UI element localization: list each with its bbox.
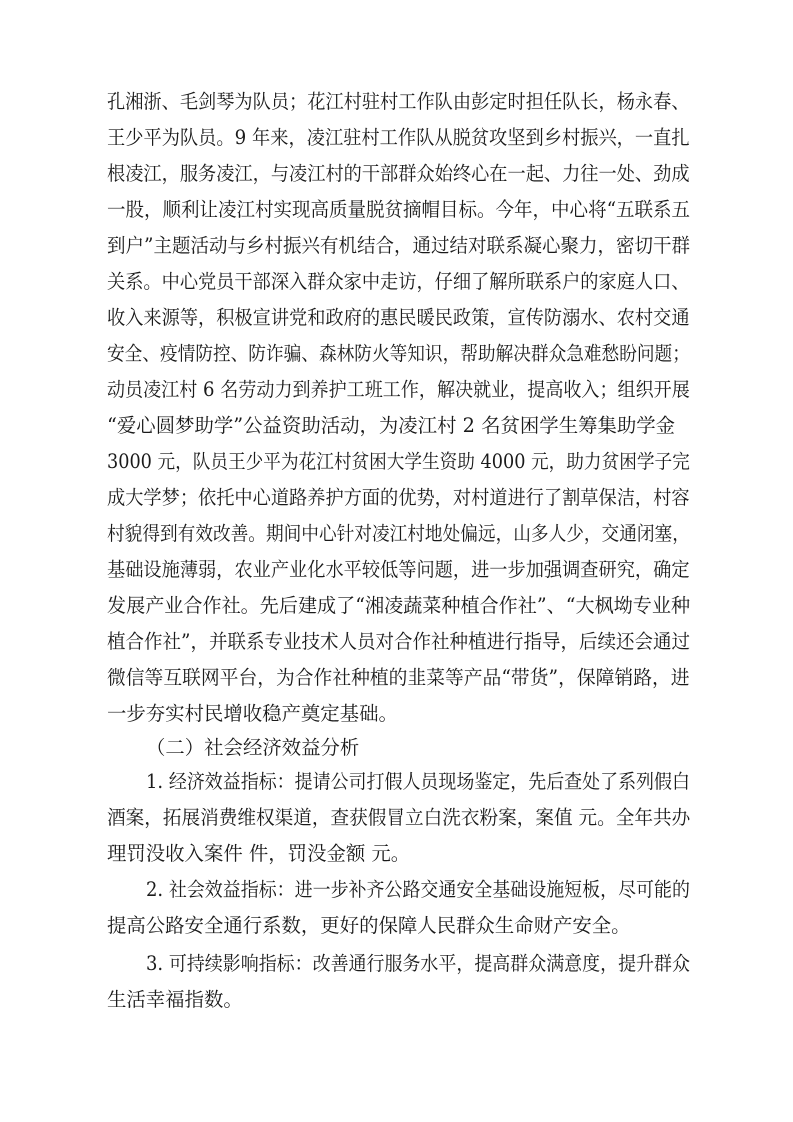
text-line: 一步夯实村民增收稳产奠定基础。: [107, 702, 398, 725]
text-line: 提高公路安全通行系数，更好的保障人民群众生命财产安全。: [107, 914, 631, 937]
text-line: 植合作社”，并联系专业技术人员对合作社种植进行指导，后续还会通过: [107, 630, 691, 653]
text-line: 孔湘浙、毛剑琴为队员；花江村驻村工作队由彭定时担任队长，杨永春、: [107, 90, 690, 113]
text-line: 理罚没收入案件 件，罚没金额 元。: [107, 842, 411, 865]
text-line: 根凌江，服务凌江，与凌江村的干部群众始终心在一起、力往一处、劲成: [107, 162, 690, 185]
text-line: 到户”主题活动与乡村振兴有机结合，通过结对联系凝心聚力，密切干群: [107, 234, 691, 257]
text-line: 村貌得到有效改善。期间中心针对凌江村地处偏远，山多人少，交通闭塞，: [107, 522, 690, 545]
text-line: 一股，顺利让凌江村实现高质量脱贫摘帽目标。今年，中心将“五联系五: [107, 198, 691, 221]
text-line: “爱心圆梦助学”公益资助活动，为凌江村 2 名贫困学生筹集助学金: [107, 414, 676, 437]
section-heading: （二）社会经济效益分析: [146, 736, 360, 759]
text-line: 王少平为队员。9 年来，凌江驻村工作队从脱贫攻坚到乡村振兴，一直扎: [107, 126, 690, 149]
text-line: 基础设施薄弱，农业产业化水平较低等问题，进一步加强调查研究，确定: [107, 558, 690, 581]
text-line: 1. 经济效益指标：提请公司打假人员现场鉴定，先后查处了系列假白: [146, 770, 690, 793]
text-line: 发展产业合作社。先后建成了“湘凌蔬菜种植合作社”、“大枫坳专业种: [107, 594, 691, 617]
text-line: 成大学梦；依托中心道路养护方面的优势，对村道进行了割草保洁，村容: [107, 486, 690, 509]
text-line: 关系。中心党员干部深入群众家中走访，仔细了解所联系户的家庭人口、: [107, 270, 690, 293]
text-line: 动员凌江村 6 名劳动力到养护工班工作，解决就业，提高收入；组织开展: [107, 378, 690, 401]
text-line: 3. 可持续影响指标：改善通行服务水平，提高群众满意度，提升群众: [146, 952, 690, 975]
text-line: 收入来源等，积极宣讲党和政府的惠民暖民政策，宣传防溺水、农村交通: [107, 306, 690, 329]
text-line: 微信等互联网平台，为合作社种植的韭菜等产品“带货”，保障销路，进: [107, 666, 690, 689]
text-line: 生活幸福指数。: [107, 988, 243, 1011]
text-line: 3000 元，队员王少平为花江村贫困大学生资助 4000 元，助力贫困学子完: [107, 450, 690, 473]
text-line: 安全、疫情防控、防诈骗、森林防火等知识，帮助解决群众急难愁盼问题；: [107, 342, 690, 365]
text-line: 酒案，拓展消费维权渠道，查获假冒立白洗衣粉案，案值 元。全年共办: [107, 806, 691, 829]
text-line: 2. 社会效益指标：进一步补齐公路交通安全基础设施短板，尽可能的: [146, 878, 690, 901]
